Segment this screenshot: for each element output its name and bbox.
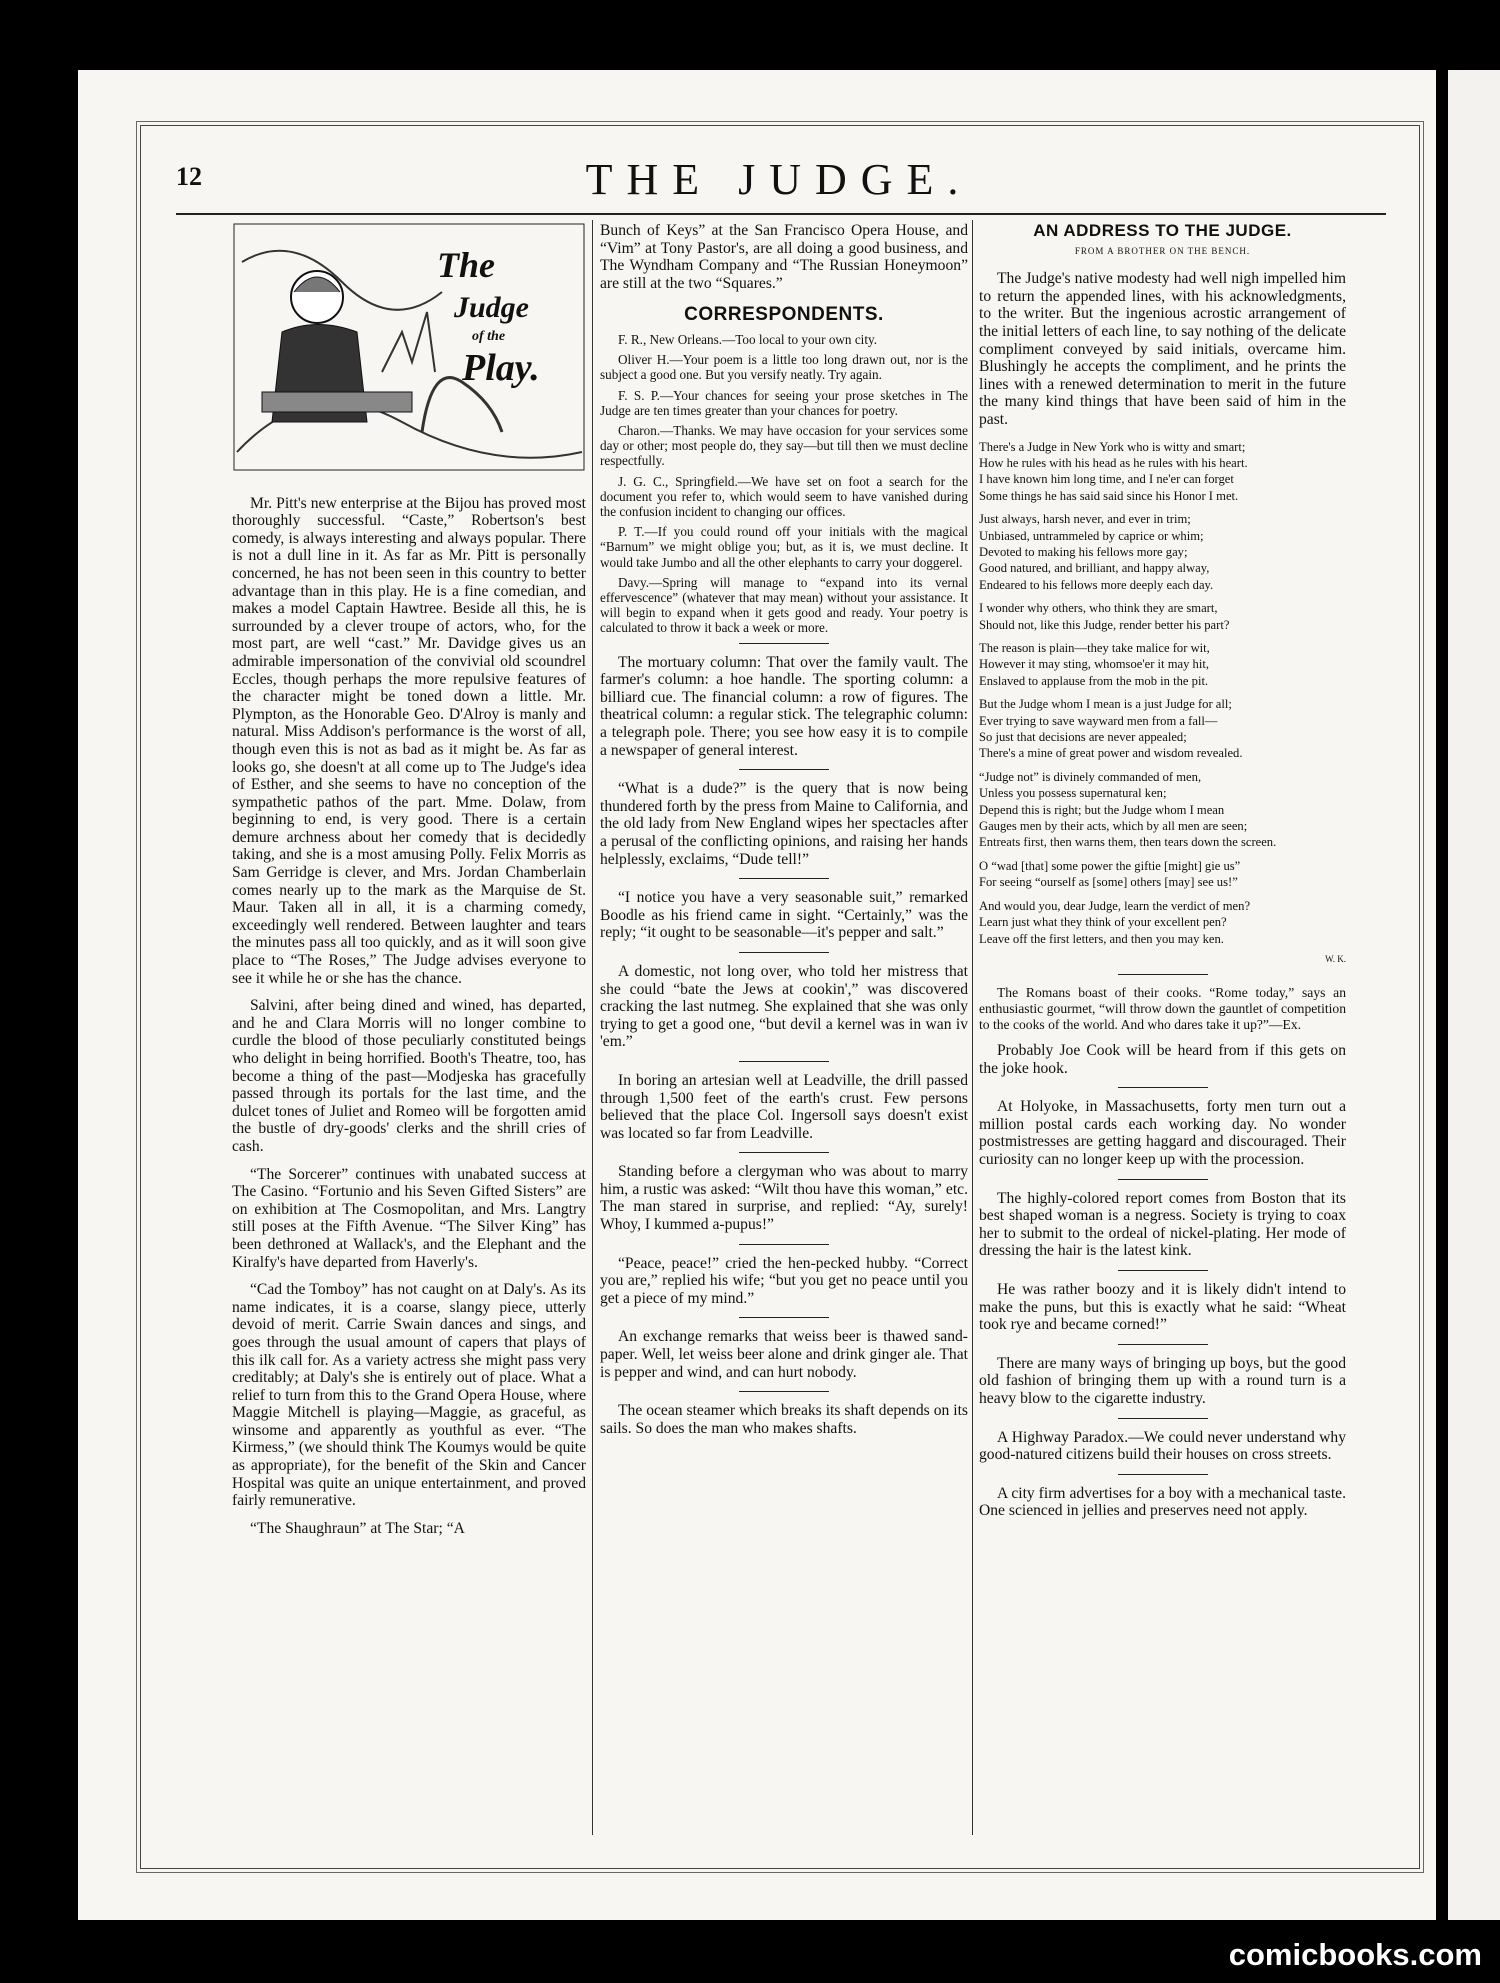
- judge-of-the-play-illustration: [232, 222, 586, 472]
- site-watermark: comicbooks.com: [1228, 1937, 1482, 1972]
- poem-line: Unless you possess supernatural ken;: [979, 786, 1167, 801]
- poem-line: Some things he has said said since his Honor I met.: [979, 488, 1239, 503]
- poem-line: O “wad [that] some power the giftie [might] gie us”: [979, 858, 1241, 873]
- paragraph-item: The mortuary column: That over the family vault. The farmer's column: a hoe handle. The sporting column: a billiard cue. The financial column: a row of figures. The theatrical column: a regular stick. The telegraphic column: a telegraph pole. There; you see how easy it is to compile a newspaper of general interest.: [600, 653, 968, 759]
- poem-line: There's a Judge in New York who is witty and smart;: [979, 439, 1246, 454]
- acrostic-poem: [979, 439, 1346, 968]
- review-continuation: Bunch of Keys” at the San Francisco Opera House, and “Vim” at Tony Pastor's, are all doing a good business, and The Wyndham Company and “The Russian Honeymoon” are still at the two “Squares.”: [600, 222, 968, 292]
- poem-line: Ever trying to save wayward men from a fall—: [979, 713, 1218, 728]
- separator-rule: [739, 952, 829, 953]
- poem-line: Just always, harsh never, and ever in trim;: [979, 512, 1191, 527]
- correspondent-entry: P. T.—If you could round off your initials with the magical “Barnum” we might oblige you; but, as it is, we must decline. It would take Jumbo and all the other elephants to carry your doggerel.: [600, 524, 968, 570]
- poem-line: Endeared to his fellows more deeply each day.: [979, 577, 1214, 592]
- poem-line: Gauges men by their acts, which by all men are seen;: [979, 819, 1248, 834]
- poem-line: “Judge not” is divinely commanded of men,: [979, 769, 1202, 784]
- correspondent-entry: Oliver H.—Your poem is a little too long drawn out, nor is the subject a good one. But you versify neatly. Try again.: [600, 352, 968, 383]
- svg-text:of the: of the: [472, 329, 506, 344]
- poem-stanza: [979, 439, 1346, 505]
- correspondent-entry: F. R., New Orleans.—Too local to your own city.: [618, 331, 878, 347]
- separator-rule: [739, 1244, 829, 1245]
- review-paragraph: “Cad the Tomboy” has not caught on at Daly's. As its name indicates, it is a coarse, slangy piece, utterly devoid of merit. Carrie Swain dances and sings, and goes through the usual amount of capers that plays of this ilk call for. As a variety actress she might pass very creditably; at Daly's she is entirely out of place. What a relief to turn from this to the Grand Opera House, where Maggie Mitchell is playing—Maggie, as graceful, as winsome and apparently as youthful as ever. “The Kirmess,” (we should think The Koumys would be quite as appropriate), for the benefit of the Skin and Cancer Hospital was quite an unique entertainment, and proved fairly remunerative.: [232, 1281, 586, 1510]
- poem-line: But the Judge whom I mean is a just Judge for all;: [979, 697, 1232, 712]
- separator-rule: [739, 1317, 829, 1318]
- poem-line: Entreats first, then warns them, then tears down the screen.: [979, 835, 1277, 850]
- paragraph-item: A domestic, not long over, who told her mistress that she could “bate the Jews at cookin',” was discovered cracking the last nutmeg. She explained that she was only trying to get a good one, “but devil a kernel was in wan iv 'em.”: [600, 962, 968, 1051]
- masthead-title: THE JUDGE.: [585, 155, 973, 204]
- poem-line: Leave off the first letters, and then you may ken.: [979, 931, 1224, 946]
- column-3: [979, 222, 1346, 1530]
- poem-stanza: [979, 640, 1346, 689]
- paragraph-item: An exchange remarks that weiss beer is thawed sand-paper. Well, let weiss beer alone and drink ginger ale. That is pepper and wind, and can hurt nobody.: [600, 1328, 968, 1381]
- poem-line: There's a mine of great power and wisdom revealed.: [979, 746, 1243, 761]
- separator-rule: [739, 769, 829, 770]
- poem-stanza: [979, 600, 1346, 633]
- poem-line: I wonder why others, who think they are smart,: [979, 601, 1218, 616]
- correspondent-entry: J. G. C., Springfield.—We have set on foot a search for the document you refer to, which would seem to have vanished during the confusion incident to changing our offices.: [600, 473, 968, 519]
- correspondent-entry: Davy.—Spring will manage to “expand into its vernal effervescence” (whatever that may mean) without your assistance. It will begin to expand when it gets good and ready. Your poetry is calculated to throw it back a week or more.: [600, 574, 968, 636]
- column-divider-2: [972, 220, 973, 1835]
- correspondent-entry: F. S. P.—Your chances for seeing your prose sketches in The Judge are ten times greater than your chances for poetry.: [600, 387, 968, 418]
- paragraph-item: Probably Joe Cook will be heard from if this gets on the joke hook.: [979, 1042, 1346, 1077]
- review-paragraph: Mr. Pitt's new enterprise at the Bijou has proved most thoroughly successful. “Caste,” Robertson's best comedy, is always interesting and always popular. There is not a dull line in it. As far as Mr. Pitt is personally concerned, he has not been seen in this country to better advantage than in this play. He is a fine comedian, and makes a model Captain Hawtree. Beside all this, he is surrounded by a clever troupe of actors, who, for the most part, are well “cast.” Mr. Davidge gives us an admirable impersonation of the convivial old scoundrel Eccles, though perhaps the more repulsive features of the character might be toned down a little. Mr. Plympton, as the Honorable Geo. D'Alroy is manly and natural. Miss Addison's performance is the worst of all, though even this is not as bad as it might be. As far as looks go, she doesn't at all come up to The Judge's idea of Esther, and she seems to have no conception of the sympathetic pathos of the part. Mme. Dolaw, from beginning to end, is very good. There is a certain demure archness about her comedy that is decidedly taking, and she is a most amusing Polly. Felix Morris as Sam Gerridge is clever, and Mrs. Jordan Chamberlain comes nearly up to the mark as the Marquise de St. Maur. Taken all in all, it is a charming comedy, exceedingly well rendered. Between laughter and tears the minutes pass all too quickly, and as it will soon give place to “The Roses,” The Judge advises everyone to see it while he or she has the chance.: [232, 494, 586, 987]
- address-intro: The Judge's native modesty had well nigh impelled him to return the appended lines, with his acknowledgments, to the writer. But the ingenious acrostic arrangement of the initial letters of each line, to say nothing of the delicate compliment conveyed by said initials, overcame him. Blushingly he accepts the compliment, and he prints the lines with a renewed determination to merit in the future the many kind things that have been said of him in the past.: [979, 270, 1346, 428]
- paragraph-item: “Peace, peace!” cried the hen-pecked hubby. “Correct you are,” replied his wife; “but you get no peace until you get a piece of my mind.”: [600, 1254, 968, 1307]
- masthead-rule: [176, 213, 1386, 215]
- paragraph-item: He was rather boozy and it is likely didn't intend to make the puns, but this is exactly what he said: “Wheat took rye and became corned!”: [979, 1281, 1346, 1334]
- separator-rule: [1118, 1474, 1208, 1475]
- address-subheading: FROM A BROTHER ON THE BENCH.: [1074, 245, 1251, 256]
- separator-rule: [1118, 1344, 1208, 1345]
- separator-rule: [739, 1061, 829, 1062]
- poem-line: So just that decisions are never appealed;: [979, 730, 1187, 745]
- svg-text:Judge: Judge: [454, 291, 529, 324]
- address-heading: AN ADDRESS TO THE JUDGE.: [1033, 221, 1292, 240]
- svg-text:The: The: [437, 245, 495, 285]
- review-paragraph: “The Sorcerer” continues with unabated success at The Casino. “Fortunio and his Seven Gifted Sisters” are on exhibition at The Cosmopolitan, and Mrs. Langtry still poses at the Fifth Avenue. “The Silver King” has been dethroned at Wallack's, and the Elephant and the Kiralfy's have departed from Haverly's.: [232, 1165, 586, 1271]
- review-paragraph: “The Shaughraun” at The Star; “A: [250, 1519, 465, 1537]
- poem-stanza: [979, 511, 1346, 593]
- poem-line: How he rules with his head as he rules with his heart.: [979, 455, 1248, 470]
- separator-rule: [1118, 1418, 1208, 1419]
- page-number: 12: [176, 162, 202, 191]
- poem-line: And would you, dear Judge, learn the verdict of men?: [979, 898, 1251, 913]
- column-2: [600, 222, 968, 1447]
- poem-stanza: [979, 898, 1346, 947]
- column-divider-1: [592, 220, 593, 1835]
- paragraph-item: A Highway Paradox.—We could never understand why good-natured citizens build their houses on cross streets.: [979, 1428, 1346, 1464]
- poem-line: Depend this is right; but the Judge whom I mean: [979, 802, 1225, 817]
- poem-line: Enslaved to applause from the mob in the pit.: [979, 673, 1209, 688]
- poem-line: Should not, like this Judge, render better his part?: [979, 617, 1230, 632]
- separator-rule: [739, 1152, 829, 1153]
- paragraph-item: The Romans boast of their cooks. “Rome today,” says an enthusiastic gourmet, “will throw down the gauntlet of competition to the cooks of the world. And who dares take it up?”—Ex.: [979, 985, 1346, 1032]
- poem-stanza: [979, 858, 1346, 891]
- paragraph-item: The ocean steamer which breaks its shaft depends on its sails. So does the man who makes shafts.: [600, 1402, 968, 1437]
- separator-rule: [1118, 1087, 1208, 1088]
- poem-line: The reason is plain—they take malice for wit,: [979, 641, 1210, 655]
- poem-line: Good natured, and brilliant, and happy alway,: [979, 561, 1210, 576]
- paragraph-item: Standing before a clergyman who was about to marry him, a rustic was asked: “Wilt thou have this woman,” etc. The man stared in surprise, and replied: “Ay, surely! Whoy, I kummed a-pupus!”: [600, 1163, 968, 1234]
- paragraph-item: At Holyoke, in Massachusetts, forty men turn out a million postal cards each working day. No wonder postmistresses are getting haggard and discouraged. Their curiosity can no longer keep up with the procession.: [979, 1098, 1346, 1169]
- illustration-lettering: [437, 245, 540, 389]
- next-page-edge: [1448, 70, 1500, 1920]
- poem-line: For seeing “ourself as [some] others [may] see us!”: [979, 875, 1238, 890]
- correspondents-list: [600, 332, 968, 636]
- poem-line: I have known him long time, and I ne'er can forget: [979, 472, 1234, 487]
- correspondents-heading: CORRESPONDENTS.: [684, 304, 884, 326]
- svg-text:Play.: Play.: [462, 347, 540, 389]
- paragraph-item: In boring an artesian well at Leadville, the drill passed through 1,500 feet of the earth's crust. Few persons believed that the place Col. Ingersoll says doesn't exist was located so far from Leadville.: [600, 1071, 968, 1142]
- separator-rule: [1118, 1270, 1208, 1271]
- poem-line: However it may sting, whomsoe'er it may hit,: [979, 657, 1209, 672]
- separator-rule: [739, 1391, 829, 1392]
- paragraph-item: “I notice you have a very seasonable suit,” remarked Boodle as his friend came in sight. “Certainly,” was the reply; “it ought to be seasonable—it's pepper and salt.”: [600, 889, 968, 942]
- correspondent-entry: Charon.—Thanks. We may have occasion for your services some day or other; most people do, they say—but till then we must decline respectfully.: [600, 422, 968, 469]
- paragraph-item: “What is a dude?” is the query that is now being thundered forth by the press from Maine to California, and the old lady from New England wipes her spectacles after a perusal of the conflicting opinions, and raising her hands helplessly, exclaims, “Dude tell!”: [600, 780, 968, 868]
- paragraph-item: There are many ways of bringing up boys, but the good old fashion of bringing them up with a round turn is a heavy blow to the cigarette industry.: [979, 1354, 1346, 1407]
- column-1: [232, 222, 586, 1547]
- poem-line: Learn just what they think of your excellent pen?: [979, 915, 1227, 930]
- poem-stanza: [979, 769, 1346, 851]
- poem-stanza: [979, 696, 1346, 762]
- paragraph-item: The highly-colored report comes from Boston that its best shaped woman is a negress. Society is trying to coax her to submit to the ordeal of nickel-plating. Her mode of dressing the hair is the latest kink.: [979, 1189, 1346, 1260]
- poem-signature: W. K.: [1325, 953, 1346, 964]
- separator-rule: [1118, 974, 1208, 975]
- separator-rule: [739, 643, 829, 644]
- separator-rule: [1118, 1179, 1208, 1180]
- review-paragraph: Salvini, after being dined and wined, has departed, and he and Clara Morris will no longer combine to curdle the blood of those peculiarly constituted beings who delight in being horrified. Booth's Theatre, too, has become a thing of the past—Modjeska has gracefully passed through its portals for the last time, and the dulcet tones of Juliet and Romeo will be forgotten amid the bustle of dry-goods' clerks and the shrill cries of cash.: [232, 997, 586, 1155]
- separator-rule: [739, 878, 829, 879]
- paragraph-item: A city firm advertises for a boy with a mechanical taste. One scienced in jellies and preserves need not apply.: [979, 1484, 1346, 1520]
- poem-line: Unbiased, untrammeled by caprice or whim;: [979, 528, 1204, 543]
- poem-line: Devoted to making his fellows more gay;: [979, 544, 1188, 559]
